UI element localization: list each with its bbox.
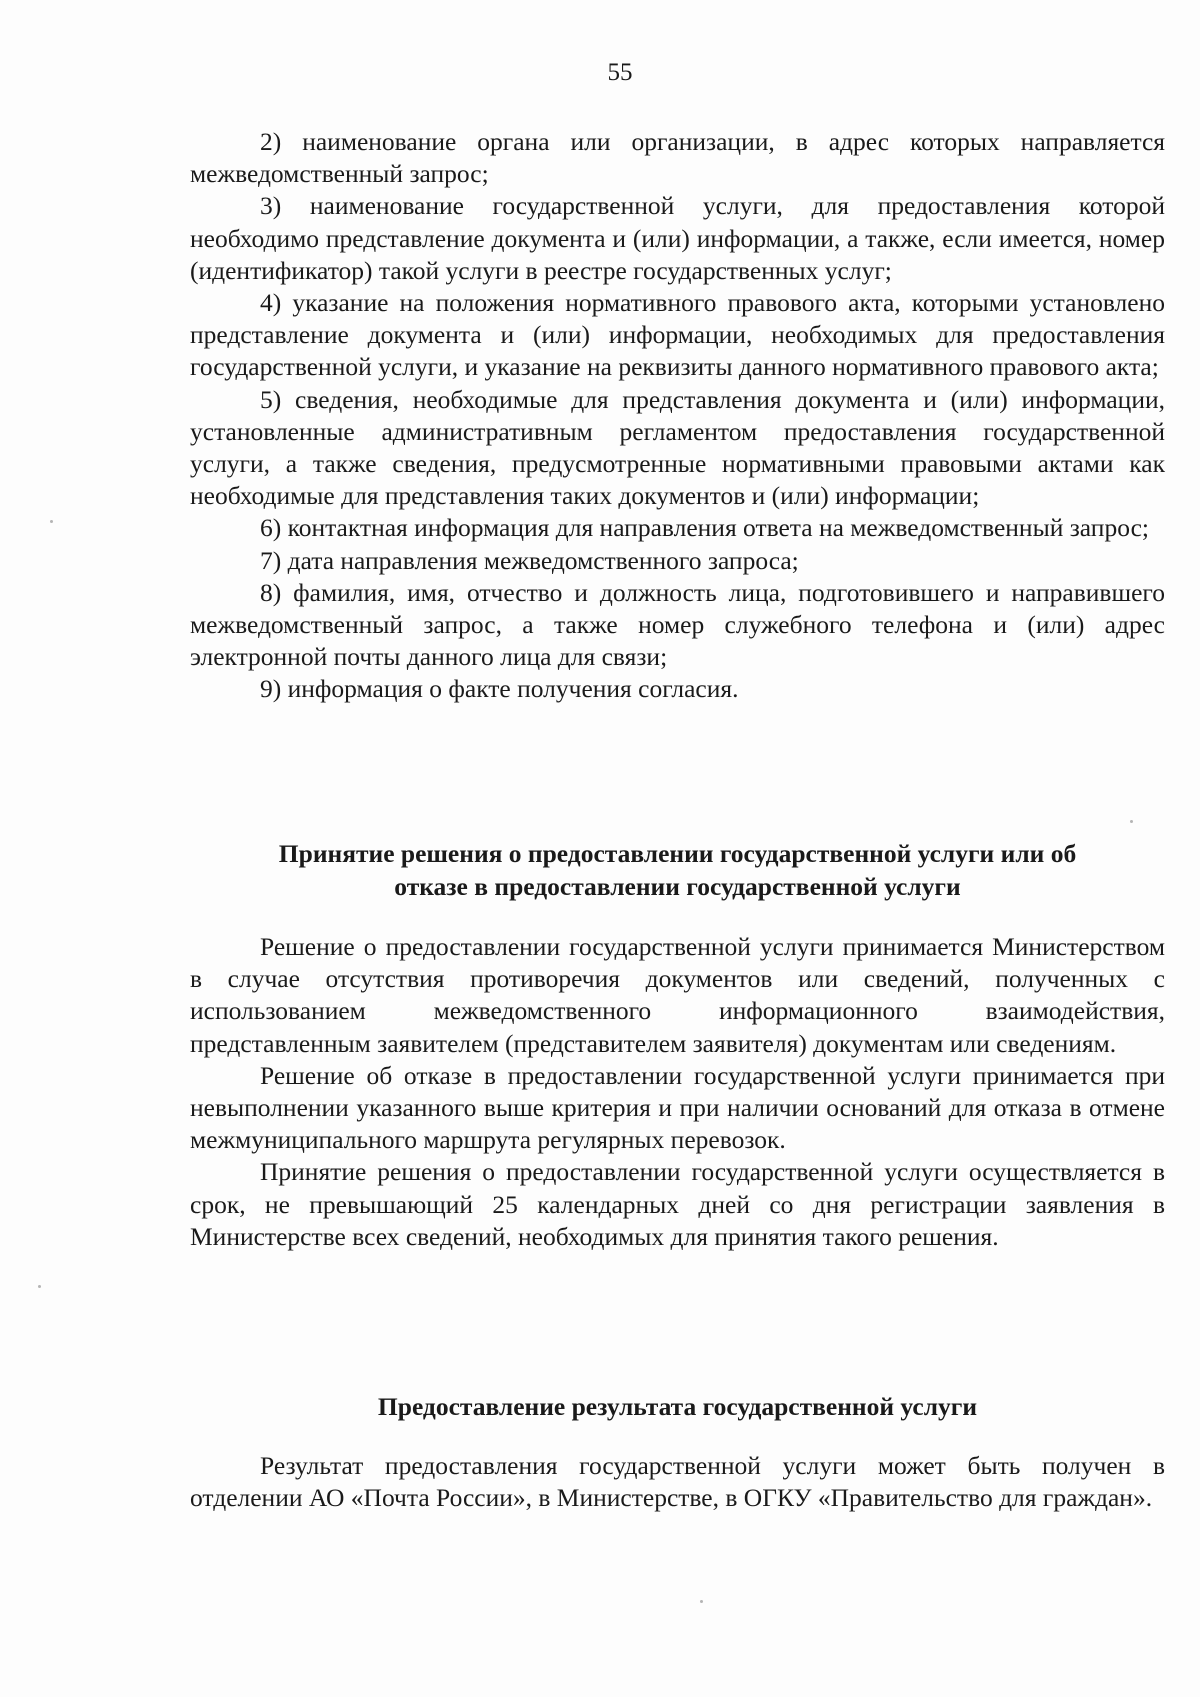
list-item: 9) информация о факте получения согласия.: [260, 674, 739, 704]
section-heading-decision-line2: отказе в предоставлении государственной услуги: [394, 872, 961, 901]
scan-speck: [1130, 820, 1133, 823]
section-heading-decision-line1: Принятие решения о предоставлении государственной услуги или об: [278, 839, 1077, 868]
body-paragraph: Решение о предоставлении государственной услуги принимается Министерством в случае отсутствия противоречия документов или сведений, полученных с использованием межведомственного информационного взаимодействия, представленным заявителем (представителем заявителя) документам или сведениям.: [190, 932, 1165, 1058]
list-item: 4) указание на положения нормативного правового акта, которыми установлено представление документа и (или) информации, необходимых для предоставления государственной услуги, и указание на реквизиты данного нормативного правового акта;: [190, 288, 1165, 382]
section-heading-result: Предоставление результата государственной услуги: [377, 1392, 978, 1421]
list-item: 7) дата направления межведомственного запроса;: [260, 545, 799, 575]
section-heading-decision: [190, 837, 1165, 903]
page-number: 55: [607, 59, 633, 86]
list-item: 2) наименование органа или организации, в адрес которых направляется межведомственный запрос;: [190, 127, 1165, 189]
scan-speck: [700, 1600, 703, 1603]
body-paragraph: Результат предоставления государственной услуги может быть получен в отделении АО «Почта России», в Министерстве, в ОГКУ «Правительство для граждан».: [190, 1451, 1165, 1513]
list-item: 6) контактная информация для направления ответа на межведомственный запрос;: [260, 513, 1149, 543]
list-item: 5) сведения, необходимые для представления документа и (или) информации, установленные административным регламентом предоставления государственной услуги, а также сведения, предусмотренные нормативными правовыми актами как необходимые для представления таких документов и (или) информации;: [190, 384, 1165, 511]
result-section-body: [190, 1450, 1165, 1514]
body-paragraph: Принятие решения о предоставлении государственной услуги осуществляется в срок, не превышающий 25 календарных дней со дня регистрации заявления в Министерстве всех сведений, необходимых для принятия такого решения.: [190, 1157, 1165, 1251]
body-paragraph: Решение об отказе в предоставлении государственной услуги принимается при невыполнении указанного выше критерия и при наличии оснований для отказа в отмене межмуниципального маршрута регулярных перевозок.: [190, 1060, 1165, 1155]
decision-section-body: [190, 931, 1165, 1253]
list-item: 3) наименование государственной услуги, для предоставления которой необходимо представление документа и (или) информации, а также, если имеется, номер (идентификатор) такой услуги в реестре государственных услуг;: [190, 191, 1165, 285]
list-item: 8) фамилия, имя, отчество и должность лица, подготовившего и направившего межведомственный запрос, а также номер служебного телефона и (или) адрес электронной почты данного лица для связи;: [190, 577, 1165, 672]
request-contents-list: [190, 126, 1165, 706]
scan-speck: [38, 1285, 41, 1288]
scan-speck: [50, 520, 53, 523]
